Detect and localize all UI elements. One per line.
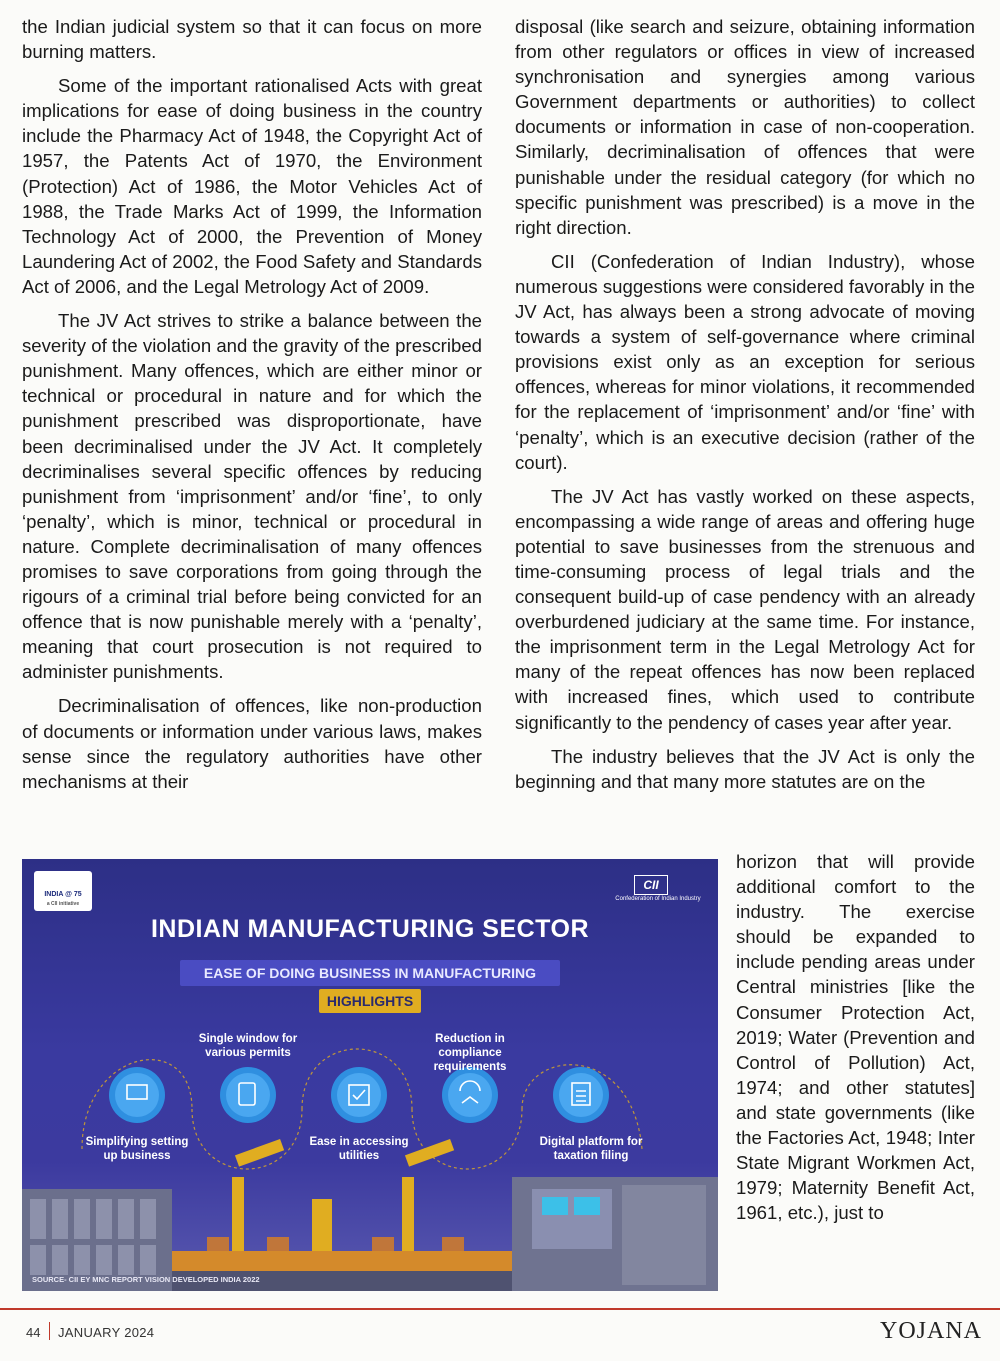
right-text-column [515, 14, 975, 794]
cii-logo: CII [634, 875, 668, 895]
feature-label: Reduction in compliance requirements [433, 1033, 507, 1073]
cii-name: Confederation of Indian Industry [615, 896, 701, 902]
issue-date: JANUARY 2024 [58, 1325, 155, 1340]
left-text-column [22, 14, 482, 794]
infographic-title: INDIAN MANUFACTURING SECTOR [150, 915, 590, 943]
paragraph: The JV Act has vastly worked on these aspects, encompassing a wide range of areas and offering huge potential to save businesses from the strenuous and time-consuming process of legal trials and the consequent build-up of case pendency with an already overburdened judiciary at the same time. For instance, the imprisonment term in the Legal Metrology Act for many of the repeat offences has now been replaced with increased fines, which used to contribute significantly to the pendency of cases year after year. [515, 485, 975, 733]
feature-icons [109, 1067, 609, 1123]
infographic-image [22, 859, 718, 1291]
paragraph: Decriminalisation of offences, like non-production of documents or information under various laws, makes sense since the regulatory authorities have other mechanisms at their [22, 695, 482, 792]
right-narrow-text [736, 849, 975, 1225]
paragraph: Some of the important rationalised Acts with great implications for ease of doing business in the country include the Pharmacy Act of 1948, the Copyright Act of 1957, the Patents Act of 1970, the Environment (Protection) Act of 1986, the Motor Vehicles Act of 1988, the Trade Marks Act of 1999, the Information Technology Act of 2000, the Prevention of Money Laundering Act of 2002, the Food Safety and Standards Act of 2006, and the Legal Metrology Act of 2009. [22, 75, 482, 297]
feature-label: Ease in accessing utilities [309, 1136, 409, 1162]
infographic-source: SOURCE- CII EY MNC REPORT VISION DEVELOPED INDIA 2022 [32, 1275, 260, 1284]
feature-label: Simplifying setting up business [85, 1136, 189, 1162]
feature-label: Single window for various permits [198, 1033, 298, 1059]
page-number: 44 [26, 1325, 41, 1340]
footer-rule [0, 1308, 1000, 1310]
paragraph: the Indian judicial system so that it can focus on more burning matters. [22, 16, 482, 63]
logo-text: INDIA @ 75 [44, 891, 82, 898]
feature-label: Digital platform for taxation filing [539, 1136, 643, 1162]
infographic-subtitle: EASE OF DOING BUSINESS IN MANUFACTURING [180, 960, 560, 986]
paragraph: disposal (like search and seizure, obtaining information from other regulators or offices in view of increased synchronisation and synergies among various Government departments or authorities) to collect documents or information in case of non-cooperation. Similarly, decriminalisation of offences that were punishable under the residual category (for which no specific punishment was prescribed) is a move in the right direction. [515, 16, 975, 238]
paragraph: horizon that will provide additional comfort to the industry. The exercise should be expanded to include pending areas under Central ministries [like the Consumer Protection Act, 2019; Water (Prevention and Control of Pollution) Act, 1974; and other statutes] and state governments (like the Factories Act, 1948; Inter State Migrant Workmen Act, 1979; Maternity Benefit Act, 1961, etc.), just to [736, 851, 975, 1224]
highlights-label: HIGHLIGHTS [319, 989, 421, 1013]
paragraph: The industry believes that the JV Act is only the beginning and that many more statutes are on the [515, 745, 975, 792]
logo-subtext: a CII initiative [46, 901, 80, 907]
magazine-name: YOJANA [880, 1318, 982, 1344]
paragraph: CII (Confederation of Indian Industry), whose numerous suggestions were considered favorably in the JV Act, has always been a strong advocate of moving towards a system of self-governance where criminal provisions exist only as an exception for serious offences, whereas for minor violations, it recommended for the replacement of ‘imprisonment’ and/or ‘fine’ with ‘penalty’, which is an executive decision (rather of the court). [515, 250, 975, 473]
footer-separator [49, 1322, 50, 1340]
india-at-75-logo [34, 871, 92, 911]
paragraph: The JV Act strives to strike a balance between the severity of the violation and the gravity of the prescribed punishment. Many offences, which are either minor or technical or procedural in nature and for which the punishment prescribed was disproportionate, have been decriminalised under the JV Act. It completely decriminalises several specific offences by reducing punishment from ‘imprisonment’ and/or ‘fine’, to only ‘penalty’, which is minor, technical or procedural in nature. Complete decriminalisation of many offences promises to save corporations from going through the rigours of a criminal trial before being convicted for an offence that is now punishable merely with a ‘penalty’, meaning that court prosecution is not required to administer punishments. [22, 310, 482, 683]
